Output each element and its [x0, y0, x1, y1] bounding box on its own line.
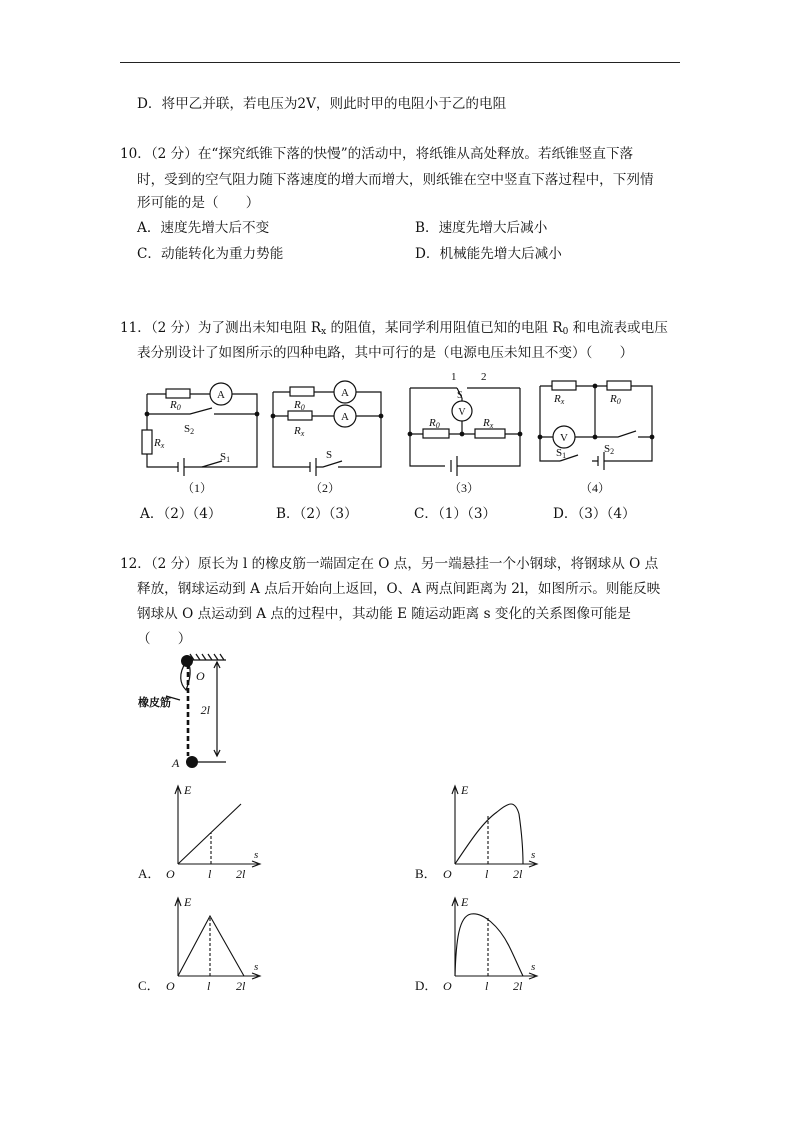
c3-caption: （3） [449, 481, 480, 495]
c2-ammeter-top: A [341, 387, 349, 399]
graph-d-tick2: 2l [513, 979, 523, 993]
q10-option-b: B．速度先增大后减小 [415, 220, 548, 236]
graph-c-tick1: l [207, 979, 211, 993]
q11-option-d: D．（3）（4） [553, 506, 636, 522]
q11-stem-line1: 11．（2 分）为了测出未知电阻 $R_x$ 的阻值，某同学利用阻值已知的电阻 $R_0$ 和电流表或电压 [120, 320, 668, 337]
q10-stem-line1: 10．（2 分）在“探究纸锥下落的快慢”的活动中，将纸锥从高处释放。若纸锥竖直下落 [120, 146, 634, 162]
graph-b-xlabel: s [531, 849, 536, 861]
band-label: 橡皮筋 [138, 696, 171, 709]
graph-b-tick2: 2l [513, 867, 523, 881]
c3-pos2: 2 [481, 371, 487, 383]
graph-d-tick1: l [485, 979, 489, 993]
graph-d-option: D． [415, 978, 438, 993]
graph-d-curve [455, 914, 523, 976]
c3-rx-label: R [483, 417, 490, 429]
circuit-4 [532, 372, 662, 500]
c3-s-label: S [457, 390, 463, 401]
c1-s2-label: S [184, 423, 191, 435]
q12-stem-line4: （ ） [137, 631, 192, 647]
graph-d-xlabel: s [531, 961, 536, 973]
graph-c-xlabel: s [254, 961, 259, 973]
graph-b-tick1: l [485, 867, 489, 881]
point-o-ball [181, 655, 193, 667]
q11-option-c: C．（1）（3） [414, 506, 497, 522]
graph-a-xlabel: s [254, 849, 259, 861]
distance-label: 2l [200, 703, 210, 717]
graph-d-ylabel: E [461, 895, 469, 909]
svg-text:S1: S1 [556, 447, 567, 460]
graph-d-origin: O [443, 979, 452, 993]
header-rule [120, 62, 680, 63]
c4-s2-label: S [604, 443, 611, 455]
c3-r0-label: R [429, 417, 436, 429]
point-a-label: A [172, 756, 180, 770]
c2-caption: （2） [310, 481, 341, 495]
c4-s1-label: S [556, 447, 563, 459]
c2-r0-label: R [294, 399, 301, 411]
c1-ammeter: A [217, 389, 225, 401]
steel-ball [186, 756, 198, 768]
graph-c-option: C． [138, 978, 160, 993]
graph-c-curve [178, 916, 244, 976]
svg-text:R0: R0 [294, 399, 305, 412]
c2-rx-label: R [294, 425, 301, 437]
svg-text:Rx: Rx [294, 425, 305, 438]
graph-c [138, 890, 278, 998]
circuit-3 [405, 368, 530, 500]
q11-option-a: A．（2）（4） [140, 506, 222, 522]
c1-rx-label: R [154, 437, 161, 449]
q10-option-c: C．动能转化为重力势能 [137, 246, 284, 262]
graph-a [138, 778, 278, 886]
c2-s-label: S [326, 449, 333, 461]
graph-a-origin: O [166, 867, 175, 881]
q12-stem-line1: 12．（2 分）原长为 l 的橡皮筋一端固定在 O 点，另一端悬挂一个小钢球，将钢球从 O 点 [120, 556, 659, 572]
q10-option-a: A．速度先增大后不变 [137, 220, 270, 236]
circuit-2 [268, 372, 393, 500]
graph-c-origin: O [166, 979, 175, 993]
svg-text:Rx: Rx [483, 417, 494, 430]
q10-stem-line3: 形可能的是（ ） [137, 195, 260, 211]
graph-c-tick2: 2l [236, 979, 246, 993]
graph-a-ylabel: E [184, 783, 192, 797]
point-o-label: O [196, 669, 205, 683]
graph-a-curve [178, 804, 241, 864]
q11-stem-line2: 表分别设计了如图所示的四种电路，其中可行的是（电源电压未知且不变）（ ） [137, 345, 634, 361]
rubber-band-figure [130, 648, 240, 774]
c2-ammeter-bottom: A [341, 411, 349, 423]
svg-text:Rx: Rx [554, 393, 565, 406]
q10-option-d: D．机械能先增大后减小 [415, 246, 562, 262]
q12-stem-line3: 钢球从 O 点运动到 A 点的过程中，其动能 E 随运动距离 s 变化的关系图像可能是 [137, 606, 631, 622]
q11-option-b: B．（2）（3） [276, 506, 358, 522]
svg-text:R0: R0 [610, 393, 621, 406]
c4-rx-label: R [554, 393, 561, 405]
c4-voltmeter: V [560, 432, 568, 444]
svg-text:S2: S2 [604, 443, 615, 456]
c4-caption: （4） [580, 481, 611, 495]
graph-d [415, 890, 555, 998]
graph-a-tick1: l [208, 867, 212, 881]
graph-b-ylabel: E [461, 783, 469, 797]
graph-c-ylabel: E [184, 895, 192, 909]
q12-stem-line2: 释放，钢球运动到 A 点后开始向上返回，O、A 两点间距离为 2l，如图所示。则能反映 [137, 581, 661, 597]
graph-a-option: A． [138, 866, 161, 881]
q9-option-d: D．将甲乙并联，若电压为2V，则此时甲的电阻小于乙的电阻 [137, 96, 507, 112]
graph-a-tick2: 2l [236, 867, 246, 881]
c1-r0-label: R [170, 399, 177, 411]
c4-r0-label: R [610, 393, 617, 405]
svg-text:R0: R0 [170, 399, 181, 412]
svg-text:R0: R0 [429, 417, 440, 430]
svg-text:Rx: Rx [154, 437, 165, 450]
svg-text:S1: S1 [220, 451, 231, 464]
svg-text:S2: S2 [184, 423, 195, 436]
c3-voltmeter: V [458, 407, 466, 418]
circuit-1 [130, 372, 265, 500]
c1-s1-label: S [220, 451, 227, 463]
graph-b-curve [455, 804, 523, 864]
q10-stem-line2: 时，受到的空气阻力随下落速度的增大而增大，则纸锥在空中竖直下落过程中，下列情 [137, 172, 654, 188]
graph-b [415, 778, 555, 886]
graph-b-option: B． [415, 866, 437, 881]
c3-pos1: 1 [451, 371, 457, 383]
graph-b-origin: O [443, 867, 452, 881]
c1-caption: （1） [182, 481, 213, 495]
